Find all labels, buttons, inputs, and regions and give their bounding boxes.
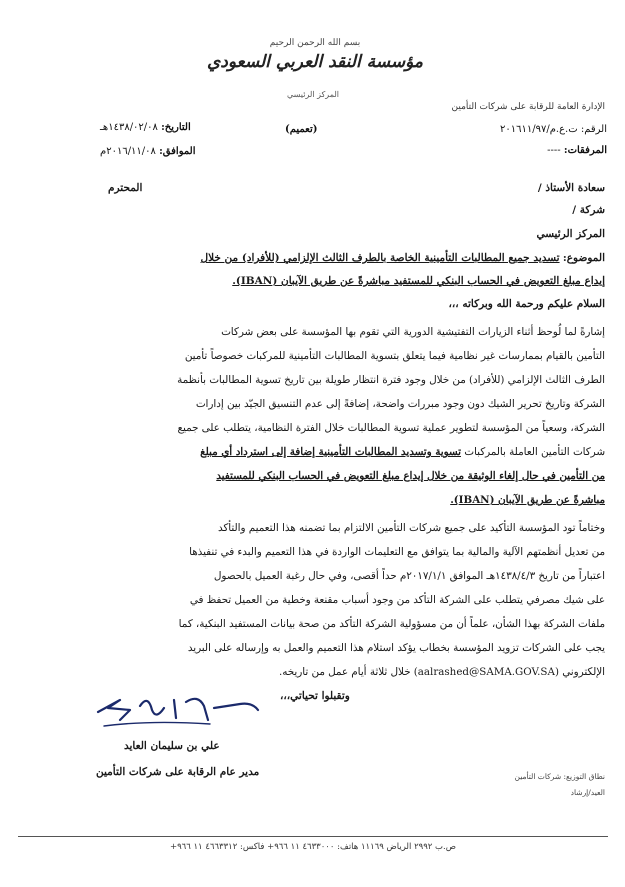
date-label: التاريخ: [161,122,191,133]
paragraph-1-line-4: الشركة وتاريخ تحرير الشيك دون وجود مبررات واضحة، إضافةً إلى عدم التنسيق الجيّد بين إدارات [195,398,605,410]
distribution-line-2: العيد/إرشاد [570,788,605,797]
handwritten-signature [90,680,270,736]
recipient-line-1: سعادة الأستاذ / [537,182,605,194]
date-hijri [100,122,191,133]
attachments [547,145,607,156]
date-gregorian [100,146,195,157]
paragraph-2-line-3: اعتباراً من تاريخ ١٤٣٨/٤/٣هـ الموافق ٢٠١٧/١/١م حداً أقصى، وفي حال رغبة العميل بالحصول [213,570,605,582]
paragraph-2-line-1: وختاماً تود المؤسسة التأكيد على جميع شركات التأمين الالتزام بما تضمنه هذا التعميم والتأكد [217,522,605,534]
paragraph-2-line-5: ملفات الشركة بهذا الشأن، علماً أن من مسؤولية الشركة التأكد من صحة بيانات المستفيد البنكية، كما [178,618,605,630]
paragraph-1-line-1: إشارةً لما لُوحظ أثناء الزيارات التفتيشية الدورية التي تقوم بها المؤسسة على بعض شركات [221,326,605,338]
attachments-value: ---- [547,145,561,156]
signatory-title: مدير عام الرقابة على شركات التأمين [96,766,260,778]
paragraph-2-line-6: يجب على الشركات تزويد المؤسسة بخطاب يؤكد استلام هذا التعميم والعمل به وإرساله على البريد [187,642,605,654]
paragraph-1b-plain: شركات التأمين العاملة بالمركبات [460,446,605,458]
paragraph-1-line-5: الشركة، وسعياً من المؤسسة لتطوير عملية تسوية المطالبات خلال الفترة النظامية، يتطلب على جميع [177,422,605,434]
department-name: الإدارة العامة للرقابة على شركات التأمين [451,102,605,112]
paragraph-1-line-6 [200,446,605,458]
subject-line-1 [201,252,605,264]
subject-label: الموضوع: [562,252,605,264]
paragraph-2-line-4: على شيك مصرفي يتطلب على الشركة التأكد من وجود أسباب مقنعة وخطية من العميل تحفظ في [189,594,605,606]
recipient-honorific: المحترم [108,182,143,194]
date-hijri-value: ١٤٣٨/٠٢/٠٨هـ [100,122,158,133]
date-greg-value: ٢٠١٦/١١/٠٨م [100,146,156,157]
paragraph-1-line-8: مباشرةً عن طريق الآيبان (IBAN). [450,494,605,506]
organization-subtitle: المركز الرئيسي [287,90,339,99]
paragraph-1-line-2: التأمين بالقيام بممارسات غير نظامية فيما يتعلق بتسوية المطالبات التأمينية للمركبات خصوصاً تأمين [184,350,605,362]
paragraph-2-line-7: الإلكتروني (aalrashed@SAMA.GOV.SA) خلال ثلاثة أيام عمل من تاريخه. [278,666,605,678]
distribution-line-1: نطاق التوزيع: شركات التأمين [514,772,605,781]
circular-label: (تعميم) [285,124,318,135]
signatory-name: علي بن سليمان العايد [124,740,220,752]
recipient-line-3: المركز الرئيسي [536,228,605,240]
paragraph-2-line-2: من تعديل أنظمتهم الآلية والمالية بما يتوافق مع التعليمات الواردة في هذا التعميم والبدء في تنفيذها [189,546,605,558]
paragraph-1b-bold: تسوية وتسديد المطالبات التأمينية إضافة إلى استرداد أي مبلغ [200,446,461,458]
organization-name: مؤسسة النقد العربي السعودي [206,52,424,72]
footer-contact: ص.ب ٢٩٩٢ الرياض ١١١٦٩ هاتف: ٤٦٣٣٠٠٠ ١١ ٩٦٦+ فاكس: ٤٦٦٣٣١٢ ١١ ٩٦٦+ [169,842,457,852]
subject-line-2: إيداع مبلغ التعويض في الحساب البنكي للمستفيد مباشرةً عن طريق الآيبان (IBAN). [232,275,605,287]
footer-divider [18,836,608,837]
basmala: بسم الله الرحمن الرحيم [269,38,361,48]
corresp-label: الموافق: [159,146,196,157]
reference-number [500,124,607,135]
closing: وتقبلوا تحياتي،،، [280,690,350,702]
greeting: السلام عليكم ورحمة الله وبركاته ،،، [448,298,605,310]
ref-label: الرقم: [580,124,607,135]
recipient-line-2: شركة / [572,204,605,216]
paragraph-1-line-3: الطرف الثالث الإلزامي (للأفراد) من خلال وجود فترة انتظار طويلة بين تاريخ تسوية المطالبات بأنظمة [177,374,605,386]
ref-value: ت.ع.م/٢٠١٦١١/٩٧ [500,124,578,135]
paragraph-1-line-7: من التأمين في حال إلغاء الوثيقة من خلال إيداع مبلغ التعويض في الحساب البنكي للمستفيد [216,470,605,482]
attachments-label: المرفقات: [563,145,607,156]
subject-text-1: تسديد جميع المطالبات التأمينية الخاصة بالطرف الثالث الإلزامي (للأفراد) من خلال [200,252,560,264]
